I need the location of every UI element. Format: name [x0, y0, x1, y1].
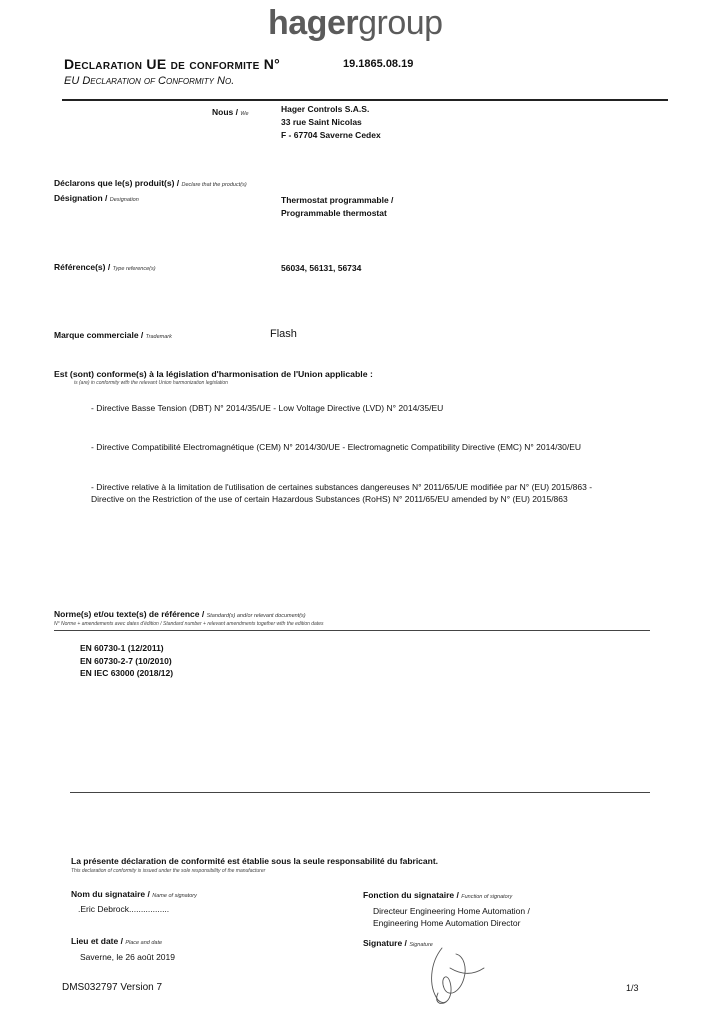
signatory-name-label-en: Name of signatory	[152, 893, 197, 899]
logo-bold: hager	[268, 4, 359, 42]
standards-divider	[54, 630, 650, 631]
directive-rohs-en: Directive on the Restriction of the use of certain Hazardous Substances (RoHS) N° 2011/65/EU amended by N° (EU) 2015/863	[91, 494, 568, 504]
reference-label	[54, 262, 156, 272]
standards-heading	[54, 609, 306, 619]
document-subtitle: EU Declaration of Conformity No.	[64, 75, 235, 87]
designation-value-en: Programmable thermostat	[281, 208, 387, 218]
signatory-function-en: Engineering Home Automation Director	[373, 918, 521, 928]
manufacturer-label-fr: Nous /	[212, 107, 238, 117]
standards-heading-en: Standard(s) and/or relevant document(s)	[206, 613, 306, 619]
designation-label-en: Designation	[109, 197, 139, 203]
reference-values: 56034, 56131, 56734	[281, 263, 362, 273]
responsibility-statement-en: This declaration of conformity is issued under the sole responsibility of the manufacturer	[71, 868, 266, 874]
document-reference: DMS032797 Version 7	[62, 982, 163, 993]
responsibility-statement: La présente déclaration de conformité est établie sous la seule responsabilité du fabricant.	[71, 856, 439, 866]
declare-label-en: Declare that the product(s)	[181, 182, 247, 188]
signatory-function-fr: Directeur Engineering Home Automation /	[373, 906, 530, 916]
reference-label-fr: Référence(s) /	[54, 262, 111, 272]
directive-lvd: - Directive Basse Tension (DBT) N° 2014/35/UE - Low Voltage Directive (LVD) N° 2014/35/EU	[91, 403, 444, 413]
function-label-fr: Fonction du signataire /	[363, 890, 459, 900]
trademark-label	[54, 330, 172, 340]
directive-emc: - Directive Compatibilité Electromagnétique (CEM) N° 2014/30/UE - Electromagnetic Compatibility Directive (EMC) N° 2014/30/EU	[91, 442, 582, 452]
designation-value-fr: Thermostat programmable /	[281, 195, 394, 205]
conformity-heading-en: is (are) in conformity with the relevant Union harmonization legislation	[74, 380, 228, 386]
manufacturer-label-en: We	[240, 111, 249, 117]
trademark-value: Flash	[270, 328, 297, 340]
conformity-heading: Est (sont) conforme(s) à la législation d'harmonisation de l'Union applicable :	[54, 369, 373, 379]
place-label-en: Place and date	[125, 940, 163, 946]
declare-label-fr: Déclarons que le(s) produit(s) /	[54, 178, 180, 188]
handwritten-signature	[420, 938, 490, 1008]
signatory-function-label	[363, 890, 512, 900]
directive-rohs-fr: - Directive relative à la limitation de l'utilisation de certaines substances dangereuses N° 2011/65/UE modifiée par N° (EU) 2015/863 -	[91, 482, 593, 492]
trademark-label-en: Trademark	[145, 334, 172, 340]
place-label-fr: Lieu et date /	[71, 936, 123, 946]
standard-item: EN IEC 63000 (2018/12)	[80, 668, 174, 678]
signature-stroke	[432, 948, 484, 1004]
header-divider	[62, 99, 668, 101]
standard-item: EN 60730-1 (12/2011)	[80, 643, 164, 653]
section-divider	[70, 792, 650, 793]
manufacturer-city: F - 67704 Saverne Cedex	[281, 130, 381, 140]
manufacturer-label	[212, 107, 249, 117]
place-date-label	[71, 936, 162, 946]
place-date-value: Saverne, le 26 août 2019	[80, 952, 175, 962]
manufacturer-name: Hager Controls S.A.S.	[281, 104, 370, 114]
document-title: Declaration UE de conformite N°	[64, 56, 281, 72]
standards-subheading: N° Norme + amendements avec dates d'édition / Standard number + relevant amendments together with the edition dates	[54, 621, 324, 627]
logo-light: group	[358, 4, 443, 42]
standards-heading-fr: Norme(s) et/ou texte(s) de référence /	[54, 609, 205, 619]
reference-label-en: Type reference(s)	[112, 266, 156, 272]
manufacturer-street: 33 rue Saint Nicolas	[281, 117, 362, 127]
trademark-label-fr: Marque commerciale /	[54, 330, 144, 340]
signatory-name-label	[71, 889, 197, 899]
signatory-name: .Eric Debrock.................	[78, 904, 170, 914]
designation-label-fr: Désignation /	[54, 193, 108, 203]
hager-group-logo	[268, 4, 443, 43]
signatory-name-label-fr: Nom du signataire /	[71, 889, 150, 899]
function-label-en: Function of signatory	[461, 894, 513, 900]
signature-label-en: Signature	[409, 942, 433, 948]
declaration-number: 19.1865.08.19	[343, 58, 414, 70]
designation-label	[54, 193, 139, 203]
page-number: 1/3	[626, 983, 639, 993]
standard-item: EN 60730-2-7 (10/2010)	[80, 656, 172, 666]
declare-products-label	[54, 178, 247, 188]
signature-label-fr: Signature /	[363, 938, 407, 948]
